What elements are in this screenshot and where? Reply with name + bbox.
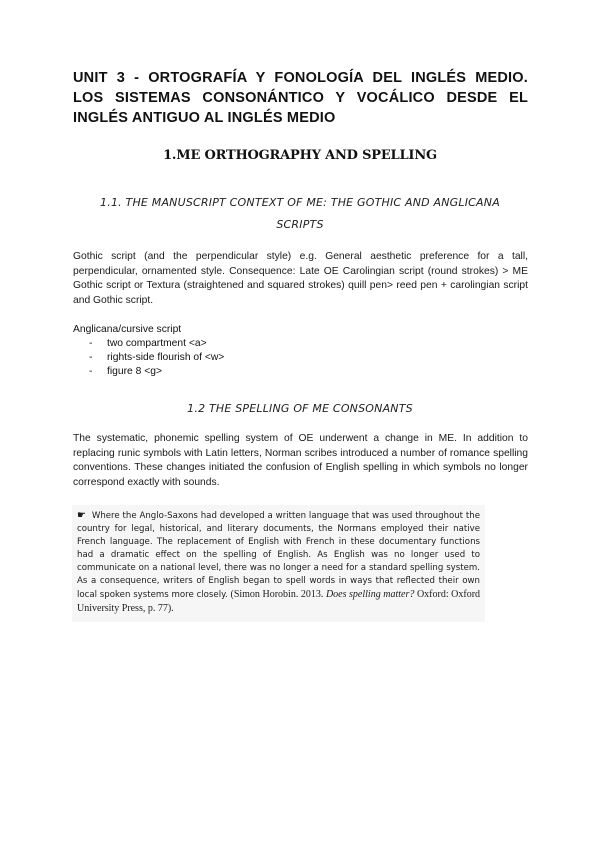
consonant-spelling-paragraph: The systematic, phonemic spelling system of OE underwent a change in ME. In addition to replacing runic symbols with Latin letters, Norman scribes introduced a number of romance spelling conventions. These changes initiated the confusion of English spelling in which symbols no longer correspond exactly with sounds. [73,433,528,488]
pointing-hand-icon: ☛ [77,510,86,521]
subsection-title-line: SCRIPTS [276,218,324,231]
list-item [89,365,224,379]
unit-title [73,68,528,128]
list-item-text: rights-side flourish of <w> [107,352,225,363]
subsection-title-1-2: 1.2 THE SPELLING OF ME CONSONANTS [187,402,413,415]
list-item-text: two compartment <a> [107,338,207,349]
citation-author: (Simon Horobin. 2013. [230,589,324,600]
section-title: 1.ME ORTHOGRAPHY AND SPELLING [163,148,437,163]
citation-title: Does spelling matter? [325,589,415,600]
quotation-text: Where the Anglo-Saxons had developed a written language that was used throughout the country for legal, historical, and literary documents, the Normans employed their native French language. The replacement of English with French in these documentary functions had a dramatic effect on the spelling of English. As English was no longer used to communicate on a national level, there was no longer a need for a standard spelling system. As a consequence, writers of English began to spell words in ways that reflected their own local spoken systems more closely. [77,511,480,600]
anglicana-heading: Anglicana/cursive script [73,324,182,335]
subsection-title-1-1 [80,192,520,236]
citation-publisher: Oxford: Oxford University Press, p. 77). [77,589,481,614]
dash-bullet: - [89,338,93,349]
quotation-box [72,505,485,622]
anglicana-features-list [89,337,224,379]
unit-title-line: UNIT 3 - ORTOGRAFÍA Y FONOLOGÍA DEL INGLÉS MEDIO. [73,70,528,86]
unit-title-line: LOS SISTEMAS CONSONÁNTICO Y VOCÁLICO DESDE EL [73,90,528,106]
list-item-text: figure 8 <g> [107,366,162,377]
gothic-script-paragraph: Gothic script (and the perpendicular style) e.g. General aesthetic preference for a tall, perpendicular, ornamented style. Consequence: Late OE Carolingian script (round strokes) > ME Gothic script or Textura (straightened and squared strokes) quill pen> reed pen + carolingian script and Gothic script. [73,251,528,306]
dash-bullet: - [89,352,93,363]
dash-bullet: - [89,366,93,377]
list-item [89,337,224,351]
subsection-title-line: 1.1. THE MANUSCRIPT CONTEXT OF ME: THE GOTHIC AND ANGLICANA [100,196,500,209]
list-item [89,351,224,365]
unit-title-line: INGLÉS ANTIGUO AL INGLÉS MEDIO [73,110,336,126]
